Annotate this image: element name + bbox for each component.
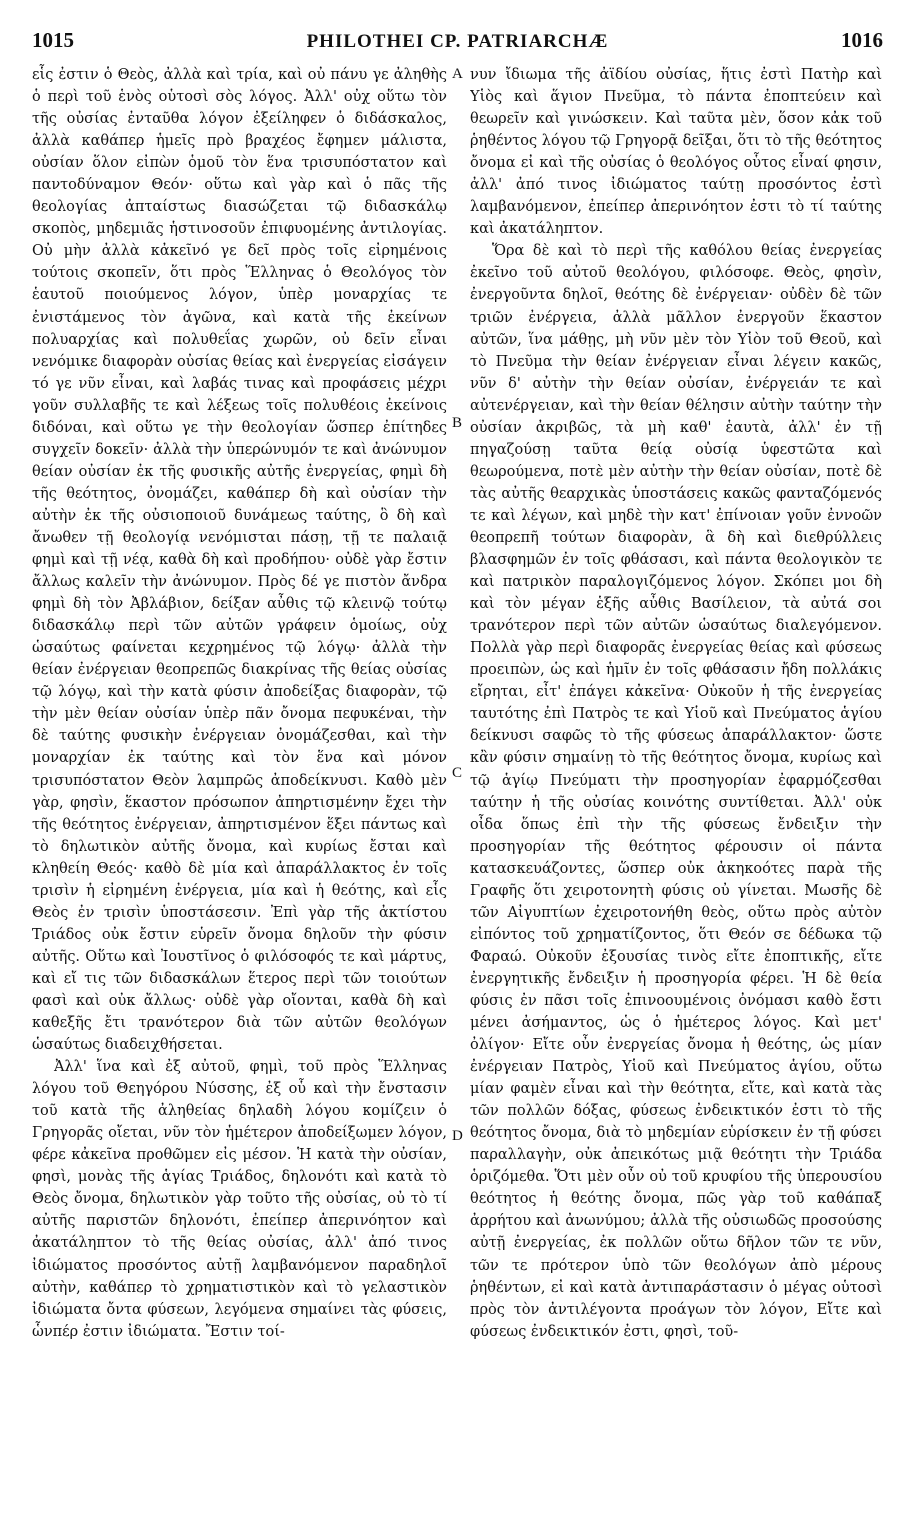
margin-marker-c: C — [452, 765, 463, 781]
right-column — [470, 64, 882, 1528]
left-paragraph-2: Ἀλλ' ἵνα καὶ ἐξ αὐτοῦ, φημὶ, τοῦ πρὸς Ἕλληνας λόγου τοῦ Θεηγόρου Νύσσης, ἐξ οὗ καὶ τὴν ἔνστασιν τοῦ κατὰ τῆς ἀληθείας δηλαδὴ λόγου κομίζειν ὁ Γρηγορᾶς οἴεται, νῦν τὸν ἡμέτερον ἀποδείξωμεν λόγον, φέρε κἀκεῖνα προθῶμεν εἰς μέσον. Ἡ κατὰ τὴν οὐσίαν, φησὶ, μονὰς τῆς ἁγίας Τριάδος, δηλονότι καὶ κατὰ τὸ Θεὸς ὄνομα, δηλωτικὸν γὰρ τοῦτο τῆς οὐσίας, οὐ τὸ τί αὐτῆς παριστῶν δηλονότι, ἐπείπερ ἀπερινόητον καὶ ἀκατάληπτον τὸ τῆς θείας οὐσίας, ἀλλ' ἀπό τινος ἰδιώματος προσόντος αὐτῇ λαμβανόμενον παραδηλοῖ αὐτὴν, καθάπερ τὸ χρηματιστικὸν καὶ τὸ γελαστικὸν ἰδιώματα ὄντα φύσεων, λεγόμενα σημαίνει τὰς φύσεις, ὧνπέρ ἐστιν ἰδιώματα. Ἔστιν τοί- — [32, 1059, 447, 1340]
margin-marker-b: B — [452, 415, 463, 431]
page-number-left: 1015 — [32, 28, 74, 52]
right-paragraph-2: Ὅρα δὲ καὶ τὸ περὶ τῆς καθόλου θείας ἐνεργείας ἐκεῖνο τοῦ αὐτοῦ θεολόγου, φιλόσοφε. Θεὸς, φησὶν, ἐνεργοῦντα δηλοῖ, θεότης δὲ ἐνέργειαν· οὐδὲν δὲ τῶν τριῶν ἐνέργεια, ἀλλὰ μᾶλλον ἐνεργοῦν ἕκαστον αὐτῶν, ἵνα μάθῃς, μὴ νῦν μὲν τὸν Υἱὸν τοῦ Θεοῦ, καὶ τὸ Πνεῦμα τὴν θείαν ἐνέργειαν εἶναι λέγειν κακῶς, νῦν δ' αὐτὴν τὴν θείαν οὐσίαν, ἐνέργειάν τε καὶ αὐτενέργειαν, καὶ τὴν θείαν θέλησιν αὐτὴν ταύτην τὴν οὐσίαν ἀκριβῶς, τὰ μὴ καθ' ἑαυτὰ, ἀλλ' ἐν τῇ πηγαζούσῃ ταῦτα θείᾳ οὐσίᾳ ὑφεστῶτα καὶ θεωρούμενα, ποτὲ μὲν αὐτὴν τὴν θείαν οὐσίαν, ποτὲ δὲ τὰς αὐτῆς θεαρχικὰς ὑποστάσεις κακῶς φανταζόμενός τε καὶ λέγων, καὶ μηδὲ τὴν κατ' ἐπίνοιαν γοῦν ἐννοῶν θεοπρεπῆ τούτων διαφορὰν, ἃ δὴ καὶ διεθρύλλεις βλασφημῶν ἐν τοῖς φθάσασι, καὶ πάντα θεολογικὸν τε καὶ πατρικὸν παραλογιζόμενος λόγον. Σκόπει μοι δὴ καὶ τὸν μέγαν ἑξῆς αὖθις Βασίλειον, τὰ αὐτά σοι τρανότερον περὶ τῶν αὐτῶν ὡσαύτως διαλεγόμενον. Πολλὰ γὰρ περὶ διαφορᾶς ἐνεργείας θείας καὶ φύσεως προειπὼν, ὡς καὶ ἡμῖν ἐν τοῖς φθάσασιν ἤδη πολλάκις εἴρηται, εἶτ' ἐπάγει κἀκεῖνα· Οὐκοῦν ἡ τῆς ἐνεργείας ταυτότης ἐπὶ Πατρὸς τε καὶ Υἱοῦ καὶ Πνεύματος ἁγίου δείκνυσι σαφῶς τὸ τῆς φύσεως ἀπαράλλακτον· ὥστε κἂν φύσιν σημαίνῃ τὸ τῆς θεότητος ὄνομα, κυρίως καὶ τῷ ἁγίῳ Πνεύματι τὴν προσηγορίαν ἐφαρμόζεσθαι ταύτην ἡ τῆς οὐσίας κοινότης συντίθεται. Ἀλλ' οὐκ οἶδα ὅπως ἐπὶ τὴν τῆς φύσεως ἔνδειξιν τὴν προσηγορίαν τῆς θεότητος φέρουσιν οἱ πάντα κατασκευάζοντες, ὥσπερ οὐκ ἀκηκοότες παρὰ τῆς Γραφῆς ὅτι χειροτονητὴ φύσις οὐ γίνεται. Μωσῆς δὲ τῶν Αἰγυπτίων ἐχειροτονήθη θεὸς, οὕτω πρὸς αὐτὸν εἰπόντος τοῦ χρηματίζοντος, ὅτι Θεόν σε δέδωκα τῷ Φαραώ. Οὐκοῦν ἐξουσίας τινὸς εἴτε ἐποπτικῆς, εἴτε ἐνεργητικῆς ἔνδειξιν ἡ προσηγορία φέρει. Ἡ δὲ θεία φύσις ἐν πᾶσι τοῖς ἐπινοουμένοις ὀνόμασι καθὸ ἔστι μένει ἀσήμαντος, ὡς ὁ ἡμέτερος λόγος. Καὶ μετ' ὀλίγον· Εἴτε οὖν ἐνεργείας ὄνομα ἡ θεότης, ὡς μίαν ἐνέργειαν Πατρὸς, Υἱοῦ καὶ Πνεύματος ἁγίου, οὕτω μίαν φαμὲν εἶναι καὶ τὴν θεότητα, εἴτε, καὶ κατὰ τὰς τῶν πολλῶν δόξας, φύσεως ἐνδεικτικόν ἐστι τὸ τῆς θεότητος ὄνομα, διὰ τὸ μηδεμίαν εὑρίσκειν ἐν τῇ φύσει παραλλαγὴν, οὐκ ἀπεικότως μιᾷ θεότητι τὴν Τριάδα ὁριζόμεθα. Ὅτι μὲν οὖν οὐ τοῦ κρυφίου τῆς ὑπερουσίου θεότητος ἡ θεότης ὄνομα, πῶς γὰρ τοῦ καθάπαξ ἀρρήτου καὶ ἀνωνύμου; ἀλλὰ τῆς οὐσιωδῶς προσούσης αὐτῇ ἐνεργείας, ἐκ πολλῶν οὕτω δῆλον τῶν τε νῦν, τῶν τε πρότερον ὑπὸ τῶν θεολόγων ἀπὸ μέρους ῥηθέντων, εἰ καὶ κατὰ ἀντιπαράστασιν ὁ μέγας οὑτοσὶ πρὸς τὸν ἀντιλέγοντα προάγων τὸν λόγον, Εἴτε καὶ φύσεως ἐνδεικτικόν ἐστι, φησὶ, τοῦ- — [470, 243, 882, 1340]
left-paragraph-1: εἷς ἐστιν ὁ Θεὸς, ἀλλὰ καὶ τρία, καὶ οὐ πάνυ γε ἀληθὴς ὁ περὶ τοῦ ἑνὸς οὑτοσὶ σὸς λόγος. Ἀλλ' οὐχ οὕτω τὸν τῆς οὐσίας ἐνταῦθα λόγον ἐξείληφεν ὁ διδάσκαλος, ἀλλὰ καθάπερ ἡμεῖς πρὸ βραχέος ἔφημεν μάλιστα, οὐσίαν ὅλον εἰπὼν ὁμοῦ τὸν ἕνα τρισυπόστατον καὶ παντοδύναμον Θεόν· οὕτω καὶ γὰρ καὶ ὁ πᾶς τῆς θεολογίας ἀπταίστως διασώζεται τῷ διδασκάλῳ σκοπὸς, μηδεμιᾶς ἡστινοσοῦν ἐπιφυομένης ἀντιλογίας. Οὐ μὴν ἀλλὰ κἀκεῖνό γε δεῖ πρὸς τοῖς εἰρημένοις τούτοις σκοπεῖν, ὅτι πρὸς Ἕλληνας ὁ Θεολόγος τὸν ἑαυτοῦ ποιούμενος λόγον, ὑπὲρ μοναρχίας τε ἐνιστάμενος τὸν ἀγῶνα, καὶ κατὰ τῆς ἐκείνων πολυαρχίας καὶ πολυθεΐας χωρῶν, οὐ δεῖν εἶναι νενόμικε διαφορὰν οὐσίας θείας καὶ ἐνεργείας εἰσάγειν τό γε νῦν εἶναι, καὶ λαβάς τινας καὶ προφάσεις μέχρι γοῦν συλλαβῆς τε καὶ λέξεως τοῖς πολυθέοις ἐκείνοις διδόναι, καὶ οὕτω γε τὴν θεολογίαν ὥσπερ ἐπίτηδες συγχεῖν δοκεῖν· ἀλλὰ τὴν ὑπερώνυμόν τε καὶ ἀνώνυμον θείαν οὐσίαν ἐκ τῆς φυσικῆς αὐτῆς ἐνεργείας, φημὶ δὴ τῆς θεότητος, ὀνομάζει, καθάπερ δὴ καὶ οὐσίαν τὴν αὐτὴν ἐκ τῆς οὐσιοποιοῦ δυνάμεως ταύτης, ὃ δὴ καὶ ἄνωθεν τῇ θεολογίᾳ νενόμισται πάσῃ, τῇ τε παλαιᾷ φημὶ καὶ τῇ νέᾳ, καθὰ δὴ καὶ προδήπου· οὐδὲ γὰρ ἔστιν ἄλλως καλεῖν τὴν ἀνώνυμον. Πρὸς δέ γε πιστὸν ἄνδρα φημὶ δὴ τὸν Ἀβλάβιον, δείξαν αὖθις τῷ κλεινῷ τούτῳ διδασκάλῳ περὶ τῶν αὐτῶν γράφειν ὁμοίως, οὐχ ὡσαύτως φαίνεται κεχρημένος τῷ λόγῳ· ἀλλὰ τὴν θείαν ἐνέργειαν θεοπρεπῶς διακρίνας τῆς θείας οὐσίας τῷ λόγῳ, καὶ τὴν κατὰ φύσιν ἀποδείξας διαφορὰν, τῷ τὴν μὲν θείαν οὐσίαν ὑπὲρ πᾶν ὄνομα πεφυκέναι, τὴν δὲ ταύτης φυσικὴν ἐνέργειαν ὀνομάζεσθαι, καὶ τὴν μοναρχίαν ἐκ ταύτης καὶ τὸν ἕνα καὶ μόνον τρισυπόστατον Θεὸν λαμπρῶς ἀποδείκνυσι. Καθὸ μὲν γὰρ, φησὶν, ἕκαστον πρόσωπον ἀπηρτισμένην ἔχει τὴν τῆς θεότητος ἐνέργειαν, ἀπηρτισμένον ἕξει πάντως καὶ τὸ δηλωτικὸν αὐτῆς ὄνομα, καὶ κυρίως ἔσται καὶ κληθείη Θεός· καθὸ δὲ μία καὶ ἀπαράλλακτος ἐν τοῖς τρισὶν ἡ εἰρημένη ἐνέργεια, μία καὶ ἡ θεότης, καὶ εἷς Θεὸς ἐν τρισὶν ὑποστάσεσιν. Ἐπὶ γὰρ τῆς ἀκτίστου Τριάδος οὐκ ἔστιν εὑρεῖν ὄνομα δηλοῦν τὴν φύσιν αὐτῆς. Οὕτω καὶ Ἰουστῖνος ὁ φιλόσοφός τε καὶ μάρτυς, καὶ εἴ τις τῶν διδασκάλων ἕτερος περὶ τῶν τοιούτων φασὶ καὶ οὐκ ἄλλως· οὐδὲ γὰρ οἴονται, καθὰ δὴ καὶ καθεξῆς ἔτι τρανότερον διὰ τῶν αὐτῶν θεολόγων ὡσαύτως διαδειχθήσεται. — [32, 67, 447, 1054]
page-number-right: 1016 — [840, 28, 883, 52]
running-title: PHILOTHEI CP. PATRIARCHÆ — [306, 31, 609, 52]
margin-marker-d: D — [452, 1128, 463, 1144]
margin-marker-a: A — [452, 66, 463, 82]
page-header — [32, 28, 883, 68]
left-column — [32, 64, 447, 1528]
right-paragraph-1: νυν ἴδιωμα τῆς ἀϊδίου οὐσίας, ἥτις ἐστὶ Πατὴρ καὶ Υἱὸς καὶ ἅγιον Πνεῦμα, τὸ πάντα ἐποπτεύειν καὶ θεωρεῖν καὶ γινώσκειν. Καὶ ταῦτα μὲν, ὅσον κἀκ τοῦ ῥηθέντος λόγου τῷ Γρηγορᾷ δεῖξαι, ὅτι τὸ τῆς θεότητος ὄνομα εἰ καὶ τῆς οὐσίας ὁ θεολόγος οὗτος εἶναί φησιν, ἀλλ' ἀπό τινος ἰδιώματος ταύτῃ προσόντος ἐστὶ λαμβανόμενον, ἐπείπερ ἀπερινόητον ἐστι τὸ τί ταύτης καὶ ἀκατάληπτον. — [470, 67, 882, 238]
